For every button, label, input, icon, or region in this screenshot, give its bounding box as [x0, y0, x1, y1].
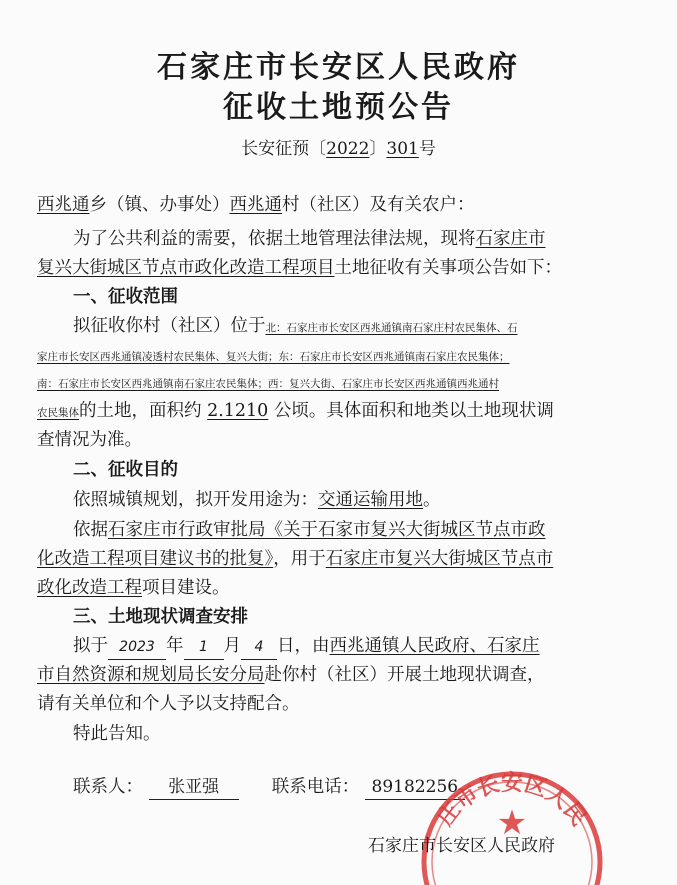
para5-line2: 市自然资源和规划局长安分局赴你村（社区）开展土地现状调查， [37, 665, 545, 685]
issuer-name: 石家庄市长安区人民政府 [368, 836, 555, 856]
doc-number: 长安征预〔2022〕301号 [241, 139, 436, 159]
para4-line2: 化改造工程项目建议书的批复》，用于石家庄市复兴大街城区节点市 [37, 549, 554, 569]
section-heading-survey: 三、土地现状调查安排 [73, 607, 248, 627]
svg-text:庄市长安区人民: 庄市长安区人民 [432, 771, 592, 831]
section-heading-purpose: 二、征收目的 [73, 460, 178, 480]
para2-line4: 农民集体的土地，面积约 2.1210 公顷。具体面积和地类以土地现状调 [37, 401, 554, 421]
svg-text:★: ★ [496, 803, 528, 843]
para4-line3: 政化改造工程项目建设。 [37, 578, 230, 598]
para3: 依照城镇规划，拟开发用途为：交通运输用地。 [73, 490, 441, 510]
para2-line3: 南：石家庄市长安区西兆通镇南石家庄农民集体；西：复兴大街、石家庄市长安区西兆通镇西兆通村 [37, 378, 499, 390]
para1-line1: 为了公共利益的需要，依据土地管理法律法规，现将石家庄市 [73, 229, 546, 249]
doc-title-line2: 征收土地预公告 [223, 90, 454, 125]
para2-line1: 拟征收你村（社区）位于北：石家庄市长安区西兆通镇南石家庄村农民集体、石 [73, 316, 518, 336]
contact-person: 张亚强 [149, 775, 239, 800]
para2-line5: 查情况为准。 [37, 430, 142, 450]
handwritten-year: 2023 [108, 635, 166, 660]
closing-text: 特此告知。 [73, 724, 161, 744]
doc-title-line1: 石家庄市长安区人民政府 [157, 50, 520, 85]
para2-line2: 家庄市长安区西兆通镇凌透村农民集体、复兴大街；东：石家庄市长安区西兆通镇南石家庄农民集体； [37, 351, 510, 363]
para5-line1: 拟于 2023 年 1 月 4 日，由西兆通镇人民政府、石家庄 [73, 634, 540, 660]
contact-line: 联系人： 张亚强 联系电话： 89182256 [73, 775, 465, 800]
section-heading-scope: 一、征收范围 [73, 287, 178, 307]
handwritten-month: 1 [184, 635, 224, 660]
official-seal [412, 762, 612, 885]
para4-line1: 依据石家庄市行政审批局《关于石家市复兴大街城区节点市政 [73, 520, 546, 540]
handwritten-day: 4 [241, 635, 277, 660]
para1-line2: 复兴大街城区节点市政化改造工程项目土地征收有关事项公告如下： [37, 258, 562, 278]
contact-phone: 89182256 [365, 775, 465, 800]
para5-line3: 请有关单位和个人予以支持配合。 [37, 694, 300, 714]
addressee: 西兆通乡（镇、办事处）西兆通村（社区）及有关农户： [37, 195, 475, 215]
